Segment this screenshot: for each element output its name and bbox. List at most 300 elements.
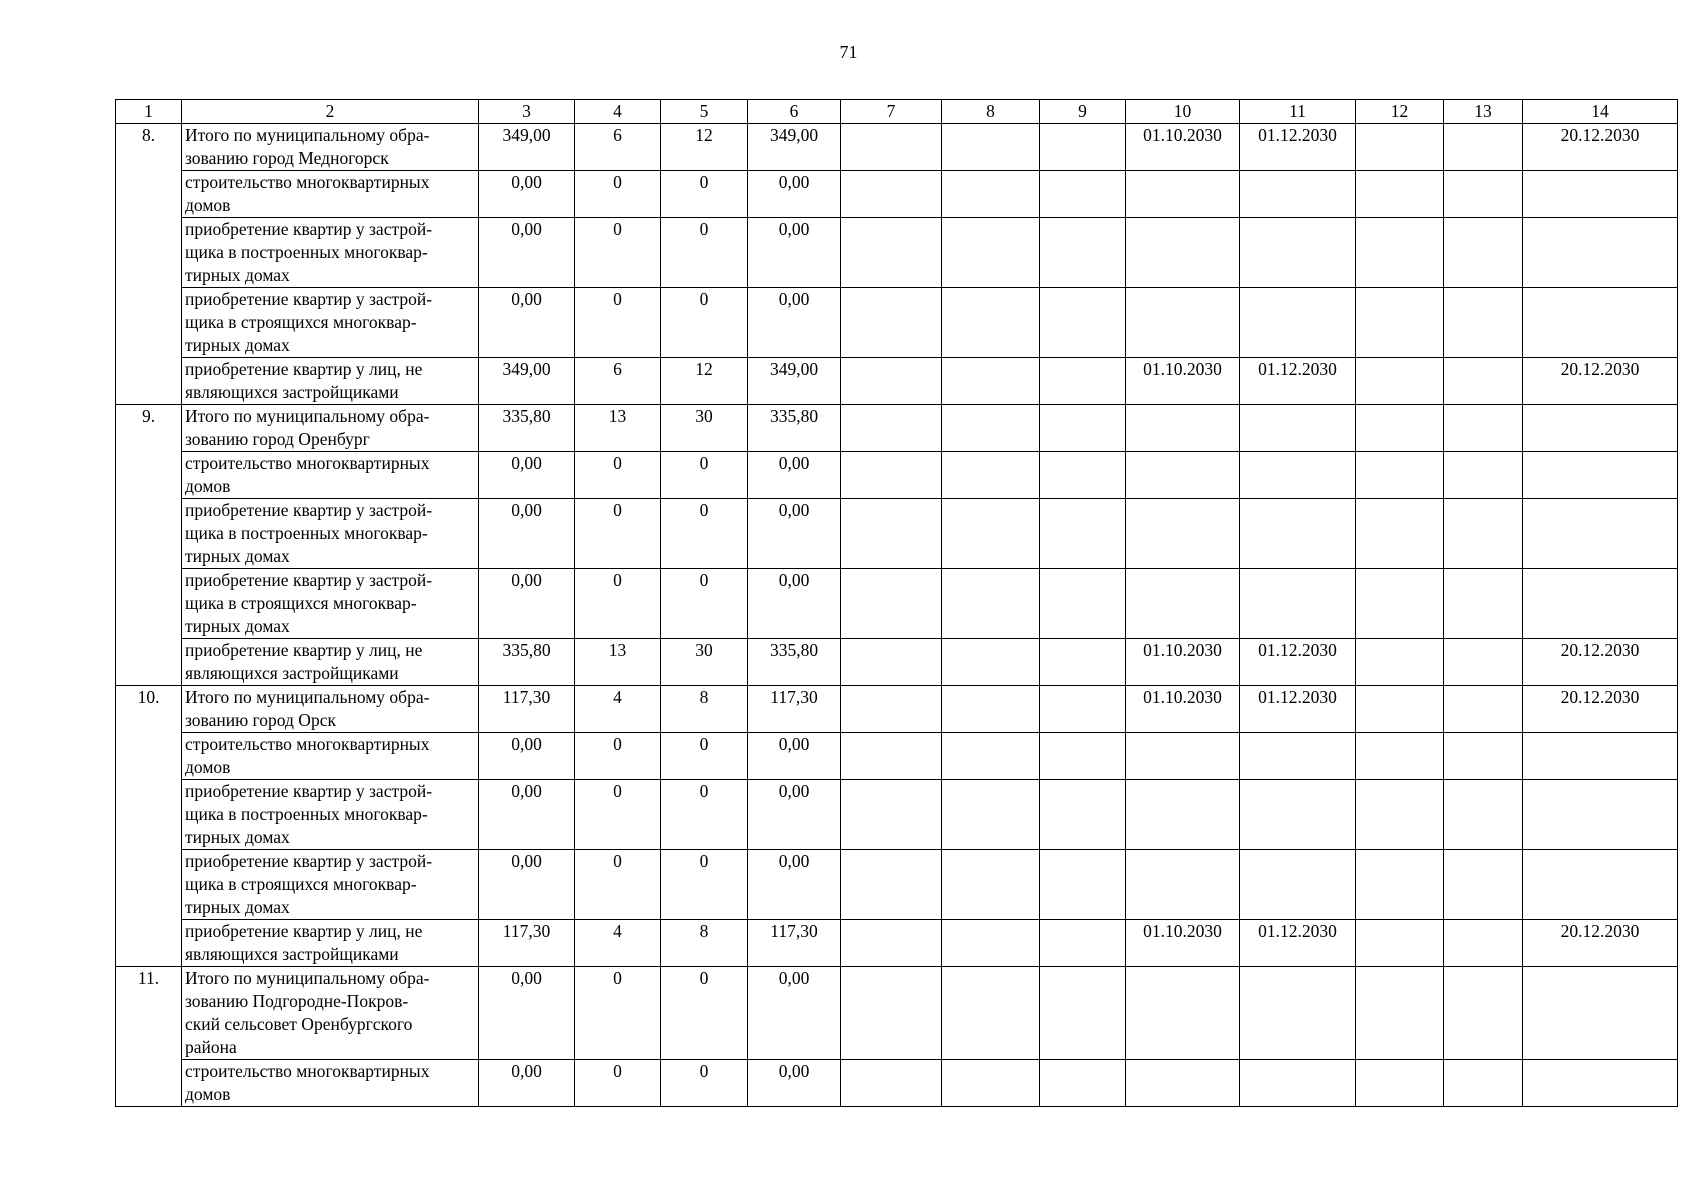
table-row (116, 967, 1678, 1060)
col4-cell (575, 452, 661, 499)
col12-cell (1356, 686, 1444, 733)
table-row (116, 1060, 1678, 1107)
col7-cell (841, 499, 942, 569)
col6-text: 0,00 (778, 500, 810, 520)
col10-date-cell (1126, 405, 1240, 452)
col5-text: 0 (699, 851, 709, 871)
description-cell (182, 499, 479, 569)
table-row (116, 218, 1678, 288)
col4-text: 0 (613, 219, 622, 239)
col3-text: 0,00 (511, 570, 542, 590)
col5-text: 0 (699, 734, 709, 754)
col4-text: 13 (608, 640, 627, 660)
col12-cell (1356, 733, 1444, 780)
col11-date-cell (1240, 288, 1356, 358)
col7-cell (841, 733, 942, 780)
col7-cell (841, 218, 942, 288)
col6-text: 335,80 (769, 406, 819, 426)
data-table (115, 99, 1678, 1107)
col3-text: 0,00 (511, 734, 542, 754)
col13-cell (1444, 171, 1523, 218)
description-text: Итого по муниципальному обра- зованию город Медногорск (185, 125, 430, 168)
row-number-cell: 11. (116, 967, 182, 1107)
col13-cell (1444, 850, 1523, 920)
col4-cell (575, 639, 661, 686)
col8-cell (942, 405, 1040, 452)
col5-text: 0 (699, 219, 709, 239)
table-row (116, 171, 1678, 218)
description-cell (182, 733, 479, 780)
description-text: приобретение квартир у лиц, не являющихся застройщиками (185, 359, 423, 402)
col5-cell (661, 171, 748, 218)
col12-cell (1356, 780, 1444, 850)
description-text: строительство многоквартирных домов (185, 734, 430, 777)
col6-text: 0,00 (778, 453, 810, 473)
description-cell (182, 967, 479, 1060)
col12-cell (1356, 569, 1444, 639)
col6-text: 0,00 (778, 172, 810, 192)
col11-date-text: 01.12.2030 (1258, 125, 1337, 145)
col12-cell (1356, 850, 1444, 920)
col9-cell (1040, 171, 1126, 218)
col11-date-cell (1240, 850, 1356, 920)
description-text: приобретение квартир у застрой- щика в строящихся многоквар- тирных домах (185, 851, 433, 917)
col9-cell (1040, 920, 1126, 967)
col5-cell (661, 288, 748, 358)
description-text: приобретение квартир у лиц, не являющихся застройщиками (185, 921, 423, 964)
table-row (116, 686, 1678, 733)
col9-cell (1040, 288, 1126, 358)
col10-date-cell (1126, 452, 1240, 499)
col5-text: 0 (699, 289, 709, 309)
col12-cell (1356, 171, 1444, 218)
col8-cell (942, 171, 1040, 218)
col10-date-cell (1126, 920, 1240, 967)
row-number-cell: 8. (116, 124, 182, 405)
col10-date-text: 01.10.2030 (1143, 640, 1222, 660)
description-cell (182, 686, 479, 733)
col6-cell (748, 358, 841, 405)
col3-cell (479, 124, 575, 171)
column-header: 11 (1240, 100, 1356, 124)
col6-cell (748, 967, 841, 1060)
col5-cell (661, 920, 748, 967)
col7-cell (841, 452, 942, 499)
col3-cell (479, 920, 575, 967)
column-header: 1 (116, 100, 182, 124)
col4-cell (575, 569, 661, 639)
col6-cell (748, 171, 841, 218)
table-row (116, 124, 1678, 171)
description-cell (182, 1060, 479, 1107)
col9-cell (1040, 405, 1126, 452)
column-header: 13 (1444, 100, 1523, 124)
col12-cell (1356, 288, 1444, 358)
description-text: строительство многоквартирных домов (185, 1061, 430, 1104)
description-text: Итого по муниципальному обра- зованию город Оренбург (185, 406, 430, 449)
col3-text: 0,00 (511, 172, 542, 192)
col11-date-text: 01.12.2030 (1258, 640, 1337, 660)
col14-date-text: 20.12.2030 (1560, 687, 1640, 707)
col12-cell (1356, 405, 1444, 452)
col6-text: 0,00 (778, 781, 810, 801)
col5-text: 30 (695, 406, 713, 426)
table-row (116, 639, 1678, 686)
col5-text: 8 (699, 921, 709, 941)
col4-cell (575, 733, 661, 780)
col13-cell (1444, 218, 1523, 288)
col11-date-cell (1240, 171, 1356, 218)
col14-date-cell (1523, 780, 1678, 850)
col11-date-cell (1240, 639, 1356, 686)
col4-text: 0 (613, 851, 622, 871)
col5-text: 0 (699, 570, 709, 590)
col4-cell (575, 967, 661, 1060)
col3-text: 335,80 (502, 406, 551, 426)
col5-cell (661, 405, 748, 452)
col4-cell (575, 1060, 661, 1107)
col10-date-cell (1126, 288, 1240, 358)
col9-cell (1040, 733, 1126, 780)
description-cell (182, 405, 479, 452)
col11-date-cell (1240, 569, 1356, 639)
col3-cell (479, 686, 575, 733)
col12-cell (1356, 358, 1444, 405)
col6-cell (748, 569, 841, 639)
col9-cell (1040, 780, 1126, 850)
col5-cell (661, 358, 748, 405)
col5-cell (661, 686, 748, 733)
col14-date-cell (1523, 405, 1678, 452)
col8-cell (942, 920, 1040, 967)
col8-cell (942, 452, 1040, 499)
col3-text: 117,30 (502, 921, 551, 941)
col7-cell (841, 171, 942, 218)
column-number-row (116, 100, 1678, 124)
col8-cell (942, 780, 1040, 850)
col6-text: 0,00 (778, 1061, 810, 1081)
col7-cell (841, 780, 942, 850)
column-header: 7 (841, 100, 942, 124)
col14-date-cell (1523, 452, 1678, 499)
col11-date-cell (1240, 218, 1356, 288)
col9-cell (1040, 452, 1126, 499)
col10-date-cell (1126, 780, 1240, 850)
col14-date-cell (1523, 967, 1678, 1060)
description-cell (182, 569, 479, 639)
col10-date-cell (1126, 124, 1240, 171)
col8-cell (942, 686, 1040, 733)
description-text: приобретение квартир у застрой- щика в построенных многоквар- тирных домах (185, 500, 433, 566)
col6-text: 349,00 (769, 359, 819, 379)
col4-cell (575, 499, 661, 569)
col14-date-cell (1523, 124, 1678, 171)
col3-cell (479, 1060, 575, 1107)
col6-text: 0,00 (778, 570, 810, 590)
col11-date-cell (1240, 1060, 1356, 1107)
col11-date-text: 01.12.2030 (1258, 921, 1337, 941)
col14-date-cell (1523, 218, 1678, 288)
col14-date-cell (1523, 358, 1678, 405)
col14-date-cell (1523, 733, 1678, 780)
col6-text: 335,80 (769, 640, 819, 660)
column-header: 9 (1040, 100, 1126, 124)
col6-cell (748, 780, 841, 850)
col13-cell (1444, 639, 1523, 686)
col3-cell (479, 733, 575, 780)
description-cell (182, 218, 479, 288)
col3-text: 0,00 (511, 1061, 542, 1081)
col11-date-cell (1240, 686, 1356, 733)
col6-cell (748, 733, 841, 780)
table-row (116, 499, 1678, 569)
col10-date-cell (1126, 639, 1240, 686)
col9-cell (1040, 569, 1126, 639)
col6-cell (748, 920, 841, 967)
col9-cell (1040, 686, 1126, 733)
col4-cell (575, 171, 661, 218)
col5-cell (661, 967, 748, 1060)
description-cell (182, 639, 479, 686)
col13-cell (1444, 1060, 1523, 1107)
description-cell (182, 452, 479, 499)
col8-cell (942, 639, 1040, 686)
col6-text: 349,00 (769, 125, 819, 145)
col14-date-cell (1523, 850, 1678, 920)
col9-cell (1040, 218, 1126, 288)
col10-date-cell (1126, 733, 1240, 780)
col14-date-cell (1523, 288, 1678, 358)
col6-text: 0,00 (778, 968, 810, 988)
col4-cell (575, 686, 661, 733)
col8-cell (942, 124, 1040, 171)
col8-cell (942, 733, 1040, 780)
col6-text: 0,00 (778, 851, 810, 871)
col7-cell (841, 1060, 942, 1107)
col3-cell (479, 569, 575, 639)
col5-cell (661, 218, 748, 288)
col9-cell (1040, 499, 1126, 569)
col7-cell (841, 639, 942, 686)
col3-cell (479, 171, 575, 218)
col3-text: 0,00 (511, 851, 542, 871)
col7-cell (841, 124, 942, 171)
col11-date-cell (1240, 780, 1356, 850)
col14-date-cell (1523, 639, 1678, 686)
col7-cell (841, 358, 942, 405)
col5-cell (661, 569, 748, 639)
description-cell (182, 780, 479, 850)
table-row (116, 452, 1678, 499)
col10-date-text: 01.10.2030 (1143, 125, 1222, 145)
col8-cell (942, 218, 1040, 288)
col6-cell (748, 850, 841, 920)
col3-text: 0,00 (511, 500, 542, 520)
col14-date-cell (1523, 569, 1678, 639)
col4-text: 6 (613, 125, 622, 145)
col5-text: 8 (699, 687, 709, 707)
col8-cell (942, 288, 1040, 358)
col3-text: 349,00 (502, 125, 551, 145)
description-text: приобретение квартир у застрой- щика в строящихся многоквар- тирных домах (185, 570, 433, 636)
col11-date-cell (1240, 920, 1356, 967)
table-body (116, 100, 1678, 1107)
row-number-cell: 9. (116, 405, 182, 686)
col5-text: 0 (699, 968, 709, 988)
col12-cell (1356, 1060, 1444, 1107)
col13-cell (1444, 452, 1523, 499)
col7-cell (841, 967, 942, 1060)
page-number: 71 (839, 42, 858, 62)
col4-text: 0 (613, 289, 622, 309)
col14-date-text: 20.12.2030 (1560, 921, 1640, 941)
col4-text: 0 (613, 734, 622, 754)
col5-text: 0 (699, 172, 709, 192)
col3-cell (479, 967, 575, 1060)
description-cell (182, 358, 479, 405)
col3-text: 0,00 (511, 219, 542, 239)
col7-cell (841, 288, 942, 358)
col6-cell (748, 405, 841, 452)
column-header: 12 (1356, 100, 1444, 124)
col3-cell (479, 850, 575, 920)
col3-cell (479, 218, 575, 288)
col5-text: 0 (699, 1061, 709, 1081)
col9-cell (1040, 124, 1126, 171)
col14-date-cell (1523, 1060, 1678, 1107)
col6-cell (748, 218, 841, 288)
col12-cell (1356, 967, 1444, 1060)
table-row (116, 288, 1678, 358)
col13-cell (1444, 780, 1523, 850)
col6-text: 0,00 (778, 734, 810, 754)
column-header: 4 (575, 100, 661, 124)
col7-cell (841, 686, 942, 733)
col7-cell (841, 850, 942, 920)
col14-date-text: 20.12.2030 (1560, 640, 1640, 660)
col14-date-text: 20.12.2030 (1560, 125, 1640, 145)
col3-text: 0,00 (511, 781, 542, 801)
col13-cell (1444, 405, 1523, 452)
col10-date-text: 01.10.2030 (1143, 687, 1222, 707)
col10-date-cell (1126, 358, 1240, 405)
col12-cell (1356, 920, 1444, 967)
col10-date-cell (1126, 499, 1240, 569)
col8-cell (942, 967, 1040, 1060)
column-header: 14 (1523, 100, 1678, 124)
col11-date-cell (1240, 405, 1356, 452)
column-header: 5 (661, 100, 748, 124)
col4-text: 6 (613, 359, 622, 379)
col11-date-cell (1240, 967, 1356, 1060)
col10-date-cell (1126, 218, 1240, 288)
col6-cell (748, 288, 841, 358)
col6-cell (748, 686, 841, 733)
col5-cell (661, 639, 748, 686)
description-cell (182, 124, 479, 171)
column-header: 2 (182, 100, 479, 124)
col5-text: 12 (695, 125, 713, 145)
col4-cell (575, 405, 661, 452)
col4-text: 0 (613, 500, 622, 520)
col6-cell (748, 639, 841, 686)
col5-text: 30 (695, 640, 713, 660)
col8-cell (942, 358, 1040, 405)
table-row (116, 405, 1678, 452)
col14-date-cell (1523, 920, 1678, 967)
col9-cell (1040, 639, 1126, 686)
description-cell (182, 920, 479, 967)
col3-cell (479, 452, 575, 499)
col4-text: 4 (613, 921, 622, 941)
table-row (116, 358, 1678, 405)
column-header: 10 (1126, 100, 1240, 124)
col4-cell (575, 218, 661, 288)
col4-text: 0 (613, 570, 622, 590)
description-text: приобретение квартир у застрой- щика в построенных многоквар- тирных домах (185, 219, 433, 285)
row-number-cell: 10. (116, 686, 182, 967)
col11-date-cell (1240, 124, 1356, 171)
col3-cell (479, 780, 575, 850)
col13-cell (1444, 967, 1523, 1060)
col12-cell (1356, 124, 1444, 171)
col11-date-cell (1240, 452, 1356, 499)
col9-cell (1040, 1060, 1126, 1107)
col11-date-text: 01.12.2030 (1258, 687, 1337, 707)
col14-date-cell (1523, 499, 1678, 569)
column-header: 8 (942, 100, 1040, 124)
col4-cell (575, 780, 661, 850)
col13-cell (1444, 124, 1523, 171)
col13-cell (1444, 686, 1523, 733)
col13-cell (1444, 569, 1523, 639)
col13-cell (1444, 358, 1523, 405)
col6-text: 0,00 (778, 219, 810, 239)
col4-cell (575, 850, 661, 920)
col8-cell (942, 1060, 1040, 1107)
col4-text: 13 (608, 406, 627, 426)
col4-text: 0 (613, 968, 622, 988)
col5-cell (661, 452, 748, 499)
column-header: 6 (748, 100, 841, 124)
col12-cell (1356, 452, 1444, 499)
col4-cell (575, 288, 661, 358)
col9-cell (1040, 967, 1126, 1060)
col10-date-cell (1126, 1060, 1240, 1107)
col5-cell (661, 850, 748, 920)
col4-text: 0 (613, 172, 622, 192)
column-header: 3 (479, 100, 575, 124)
col13-cell (1444, 920, 1523, 967)
col14-date-text: 20.12.2030 (1560, 359, 1640, 379)
col3-cell (479, 639, 575, 686)
col11-date-cell (1240, 733, 1356, 780)
col5-cell (661, 780, 748, 850)
col12-cell (1356, 499, 1444, 569)
col11-date-cell (1240, 358, 1356, 405)
col6-text: 0,00 (778, 289, 810, 309)
col12-cell (1356, 639, 1444, 686)
description-text: строительство многоквартирных домов (185, 453, 430, 496)
col4-cell (575, 920, 661, 967)
col9-cell (1040, 850, 1126, 920)
col3-text: 349,00 (502, 359, 551, 379)
description-text: приобретение квартир у застрой- щика в построенных многоквар- тирных домах (185, 781, 433, 847)
col6-text: 117,30 (770, 687, 818, 707)
col3-text: 335,80 (502, 640, 551, 660)
col10-date-cell (1126, 686, 1240, 733)
description-cell (182, 288, 479, 358)
